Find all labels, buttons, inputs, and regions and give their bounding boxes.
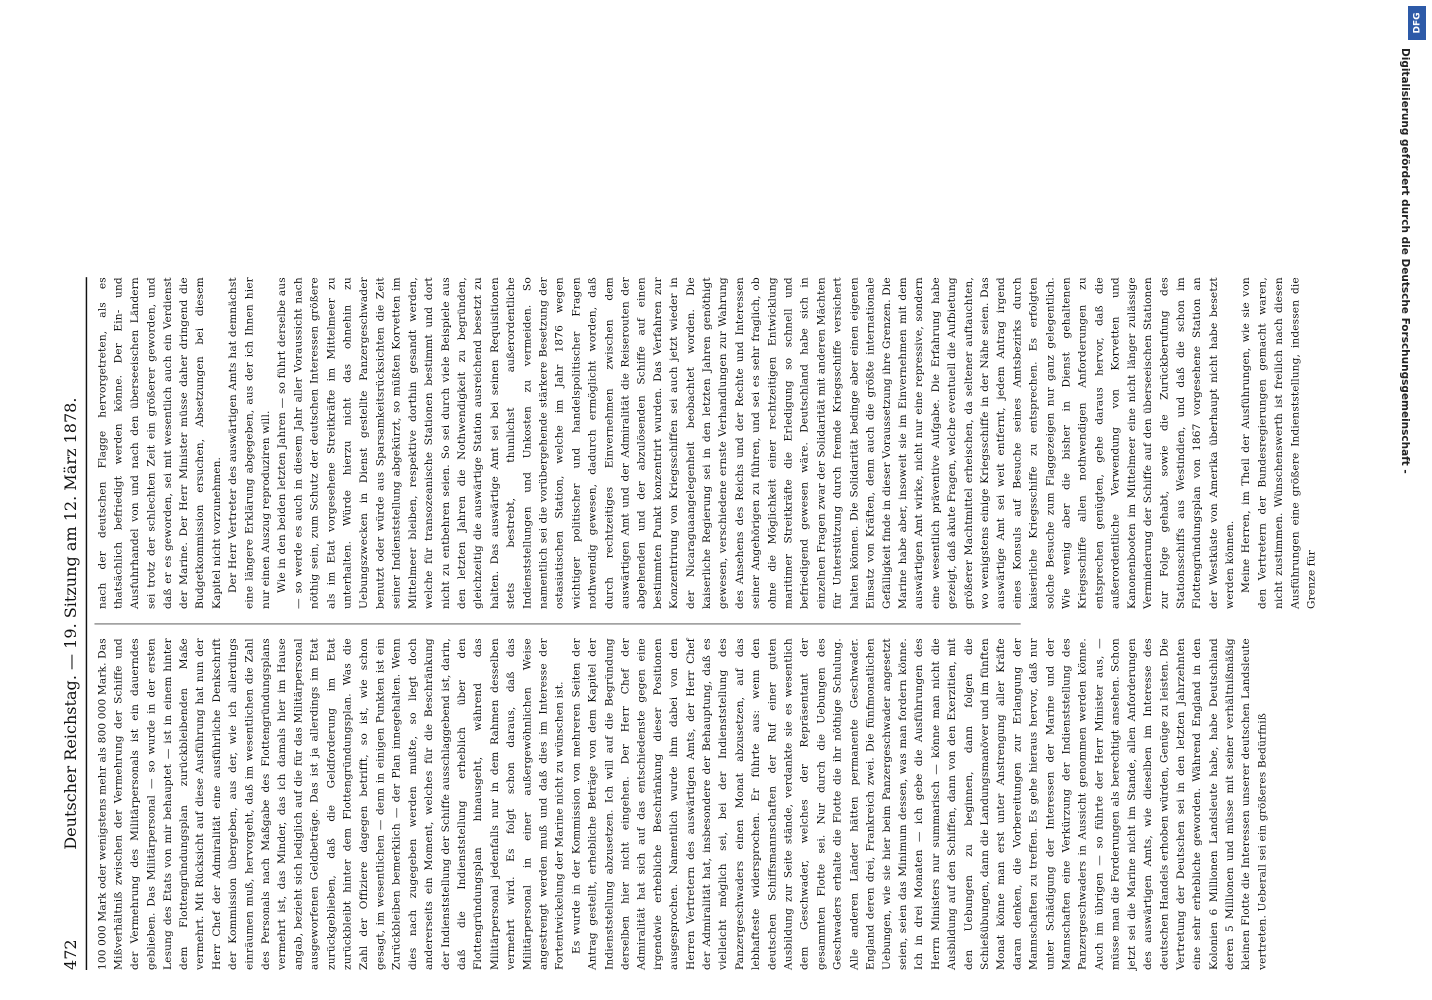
digitization-credit xyxy=(1399,48,1426,988)
dfg-logo xyxy=(1408,6,1426,40)
digitization-credit-text: Digitalisierung gefördert durch die Deutsche Forschungsgemeinschaft - xyxy=(1399,48,1411,474)
paragraph: Wie in den beiden letzten Jahren — so führt derselbe aus — so werde es auch in diesem Jahr aller Voraussicht nach nöthig sein, zum Schutz der deutschen Interessen größere als im Etat vorgesehene Streitkräfte im Mittelmeer zu unterhalten. Würde hierzu nicht das ohnehin zu Uebungszwecken in Dienst gestellte Panzergeschwader benutzt oder würde aus Sparsamkeitsrücksichten die Zeit seiner Indienststellung abgekürzt, so müßten Korvetten im Mittelmeer bleiben, respektive dorthin gesandt werden, welche für transozeanische Stationen bestimmt und dort nicht zu entbehren seien. So sei durch viele Beispiele aus den letzten Jahren die Nothwendigkeit zu begründen, gleichzeitig die auswärtige Station ausreichend besetzt zu halten. Das auswärtige Amt sei bei seinen Requisitionen stets bestrebt, thunlichst außerordentliche Indienststellungen und Unkosten zu vermeiden. So namentlich sei die vorübergehende stärkere Besetzung der ostasiatischen Station, welche im Jahr 1876 wegen wichtiger politischer und handelspolitischer Fragen nothwendig gewesen, dadurch ermöglicht worden, daß durch rechtzeitiges Einvernehmen zwischen dem auswärtigen Amt und der Admiralität die Reiserouten der abgehenden und der abzulösenden Schiffe auf einen bestimmten Punkt konzentrirt wurden. Das Verfahren zur Konzentrirung von Kriegsschiffen sei auch jetzt wieder in der Nicaraguaangelegenheit beobachtet worden. Die kaiserliche Regierung sei in den letzten Jahren genöthigt gewesen, verschiedene ernste Verhandlungen zur Wahrung des Ansehens des Reichs und der Rechte und Interessen seiner Angehörigen zu führen, und sei es sehr fraglich, ob ohne die Möglichkeit einer rechtzeitigen Entwicklung maritimer Streitkräfte die Erledigung so schnell und befriedigend gewesen wäre. Deutschland habe sich in einzelnen Fragen zwar der Solidarität mit anderen Mächten für Unterstützung durch fremde Kriegsschiffe versichert halten können. Die Solidarität bedinge aber einen eigenen Einsatz von Kräften, denn auch die größte internationale Gefälligkeit finde in dieser Voraussetzung ihre Grenzen. Die Marine habe aber, insoweit sie im Einvernehmen mit dem auswärtigen Amt wirke, nicht nur eine repressive, sondern eine wesentlich präventive Aufgabe. Die Erfahrung habe gezeigt, daß akute Fragen, welche eventuell die Aufbietung größerer Machtmittel erheischen, da seltener auftauchten, wo wenigstens einige Kriegsschiffe in der Nähe seien. Das auswärtige Amt sei weit entfernt, jedem Antrag irgend eines Konsuls auf Besuche seines Amtsbezirks durch kaiserliche Kriegsschiffe zu entsprechen. Es erfolgten solche Besuche zum Flaggezeigen nur ganz gelegentlich. Wie wenig aber die bisher in Dienst gehaltenen Kriegsschiffe allen nothwendigen Anforderungen zu entsprechen genügten, gehe daraus hervor, daß die außerordentliche Verwendung von Korvetten und Kanonenbooten im Mittelmeer eine nicht länger zulässige Verminderung der Schiffe auf den überseeischen Stationen zur Folge gehabt, sowie die Zurückberufung des Stationsschiffs aus Westindien, und daß die schon im Flottengründungsplan von 1867 vorgesehene Station an der Westküste von Amerika überhaupt nicht habe besetzt werden können. xyxy=(276,277,1236,609)
page-header xyxy=(58,277,87,970)
paragraph: Der Herr Vertreter des auswärtigen Amts hat demnächst eine längere Erklärung abgegeben, aus der ich Ihnen hier nur einen Auszug reproduziren will. xyxy=(227,277,272,609)
page-number: 472 xyxy=(62,939,81,970)
paragraph: Meine Herren, im Theil der Ausführungen, wie sie von den Vertretern der Bundesregierungen gemacht waren, nicht zustimmen. Wünschenswerth ist freilich nach diesen Ausführungen eine größere Indienststellung, indessen die Grenze für xyxy=(1240,277,1318,609)
text-column-right xyxy=(94,277,1318,609)
column-divider xyxy=(94,624,1020,625)
paragraph: nach der deutschen Flagge hervorgetreten, als es thatsächlich befriedigt werden könne. Der Ein- und Ausfuhrhandel von und nach den überseeischen Ländern sei trotz der schlechten Zeit ein größerer geworden, und daß er es geworden, sei mit wesentlich auch ein Verdienst der Marine. Der Herr Minister müsse daher dringend die Budgetkommission ersuchen, Absetzungen bei diesem Kapitel nicht vorzunehmen. xyxy=(96,277,223,609)
digitization-sidebar xyxy=(1400,0,1432,1000)
dfg-logo-text: DFG xyxy=(1412,12,1423,34)
paragraph: Es wurde in der Kommission von mehreren Seiten der Antrag gestellt, erhebliche Beträge von dem Kapitel der Indienststellung abzusetzen. Ich will auf die Begründung derselben hier nicht eingehen. Der Herr Chef der Admiralität hat sich auf das entschiedenste gegen eine irgendwie erhebliche Beschränkung dieser Positionen ausgesprochen. Namentlich wurde ihm dabei von den Herren Vertretern des auswärtigen Amts, der Herr Chef der Admiralität hat, insbesondere der Behauptung, daß es vielleicht möglich sei, bei der Indienststellung des Panzergeschwaders einen Monat abzusetzen, auf das lebhafteste widersprochen. Er führte aus: wenn den deutschen Schiffsmannschaften der Ruf einer guten Ausbildung zur Seite stände, verdankte sie es wesentlich dem Geschwader, welches der Repräsentant der gesammten Flotte sei. Nur durch die Uebungen des Geschwaders erhalte die Flotte die ihr nöthige Schulung. Alle anderen Länder hätten permanente Geschwader. England deren drei, Frankreich zwei. Die fünfmonatlichen Uebungen, wie sie hier beim Panzergeschwader angesetzt seien, seien das Minimum dessen, was man fordern könne. Ich in drei Monaten — ich gebe die Ausführungen des Herrn Ministers nur summarisch — könne man nicht die Ausbildung auf den Schiffen, dann von den Exerzitien, mit den Uebungen zu beginnen, dann folgen die Schießübungen, dann die Landungsmanöver und im fünften Monat könne man erst unter Anstrengung aller Kräfte daran denken, die Vorbereitungen zur Erlangung der Mannschaften zu treffen. Es gehe hieraus hervor, daß nur unter Schädigung der Interessen der Marine und der Mannschaften eine Verkürzung der Indienststellung des Panzergeschwaders in Aussicht genommen werden könne. Auch im übrigen — so führte der Herr Minister aus, — müsse man die Forderungen als berechtigt ansehen. Schon jetzt sei die Marine nicht im Stande, allen Anforderungen des auswärtigen Amts, wie dieselben im Interesse des deutschen Handels erhoben würden, Genüge zu leisten. Die Vertretung der Deutschen sei in den letzten Jahrzehnten eine sehr erhebliche geworden. Während England in den Kolonien 6 Millionen Landsleute habe, habe Deutschland deren 5 Millionen und müsse mit seiner verhältnißmäßig kleinen Flotte die Interessen unserer deutschen Landsleute vertreten. Ueberall sei ein größeres Bedürfniß xyxy=(570,638,1269,970)
rotated-page-content xyxy=(58,277,1318,970)
text-column-left xyxy=(94,638,1269,970)
publication-heading: Deutscher Reichstag. — 19. Sitzung am 12. März 1878. xyxy=(62,397,81,850)
paragraph: 100 000 Mark oder wenigstens mehr als 800 000 Mark. Das Mißverhältniß zwischen der Vermehrung der Schiffe und der Vermehrung des Militärpersonals ist ein dauerndes geblieben. Das Militärpersonal — so wurde in der ersten Lesung des Etats von mir behauptet — ist in einem hinter dem Flottengründungsplan zurückbleibenden Maße vermehrt. Mit Rücksicht auf diese Ausführung hat nun der Herr Chef der Admiralität eine ausführliche Denkschrift der Kommission übergeben, aus der, wie ich allerdings einräumen muß, hervorgeht, daß im wesentlichen die Zahl des Personals nach Maßgabe des Flottengründungsplans vermehrt ist, das Minder, das ich damals hier im Hause angab, bezieht sich lediglich auf die für das Militärpersonal ausgeworfenen Geldbeträge. Das ist ja allerdings im Etat zurückgeblieben, daß die Geldforderung im Etat zurückbleibt hinter dem Flottengründungsplan. Was die Zahl der Offiziere dagegen betrifft, so ist, wie schon gesagt, im wesentlichen — denn in einigen Punkten ist ein Zurückbleiben bemerklich — der Plan innegehalten. Wenn dies nach zugegeben werden mußte, so liegt doch andererseits ein Moment, welches für die Beschränkung der Indienststellung der Schiffe ausschlaggebend ist, darin, daß die Indienststellung erheblich über den Flottengründungsplan hinausgeht, während das Militärpersonal jedenfalls nur in dem Rahmen desselben vermehrt wird. Es folgt schon daraus, daß das Militärpersonal in einer außergewöhnlichen Weise angestrengt werden muß und daß dies im Interesse der Fortentwickelung der Marine nicht zu wünschen ist. xyxy=(96,638,566,970)
